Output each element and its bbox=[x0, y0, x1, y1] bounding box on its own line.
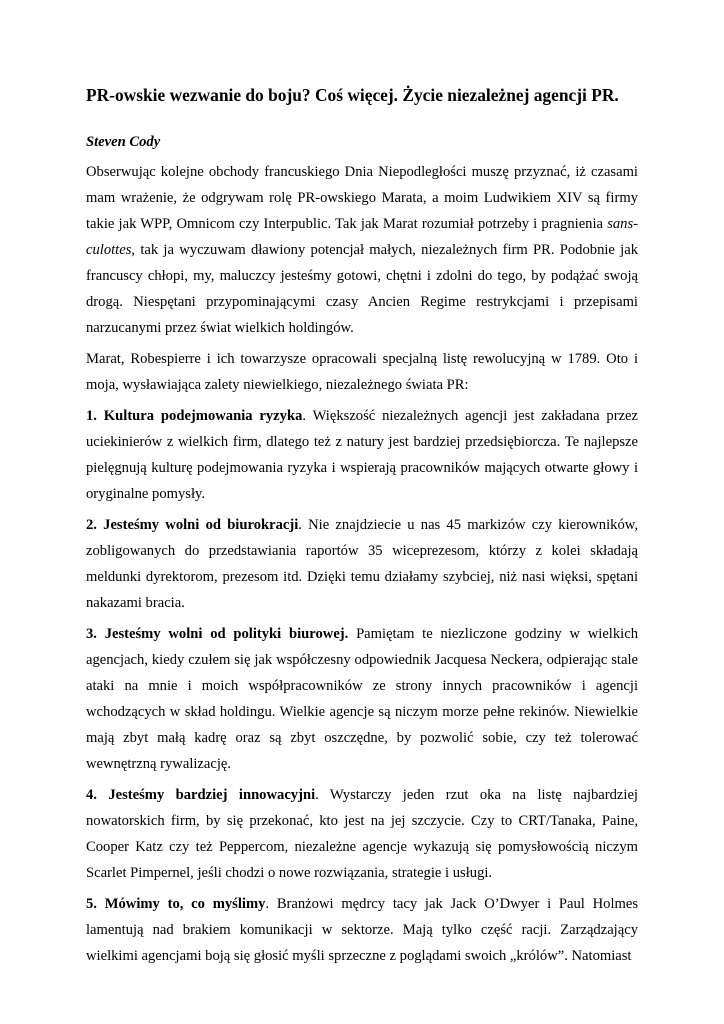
list-item-3 bbox=[86, 621, 638, 777]
list-item-1-heading: 1. Kultura podejmowania ryzyka bbox=[86, 408, 303, 424]
intro-italic-term: sans-culottes bbox=[86, 216, 638, 258]
article-title: PR-owskie wezwanie do boju? Coś więcej. Życie niezależnej agencji PR. bbox=[86, 85, 619, 105]
list-item-4 bbox=[86, 782, 638, 886]
intro-paragraph-2: Marat, Robespierre i ich towarzysze opracowali specjalną listę rewolucyjną w 1789. Oto i moja, wysławiająca zalety niewielkiego, niezależnego świata PR: bbox=[86, 351, 638, 393]
intro-paragraph-1 bbox=[86, 159, 638, 341]
list-item-5 bbox=[86, 891, 638, 969]
author-name: Steven Cody bbox=[86, 134, 161, 150]
list-item-2-heading: 2. Jesteśmy wolni od biurokracji bbox=[86, 517, 299, 533]
list-item-4-body: . Wystarczy jeden rzut oka na listę najbardziej nowatorskich firm, by się przekonać, kto jest na jej szczycie. Czy to CRT/Tanaka, Paine, Cooper Katz czy też Peppercom, niezależne agencje wykazują się pomysłowością niczym Scarlet Pimpernel, jeśli chodzi o nowe rozwiązania, strategie i usługi. bbox=[86, 787, 638, 881]
list-item-2-body: . Nie znajdziecie u nas 45 markizów czy kierowników, zobligowanych do przedstawiania raportów 35 wiceprezesom, którzy z kolei składają meldunki dyrektorom, prezesom itd. Dzięki temu działamy szybciej, niż nasi więksi, spętani nakazami bracia. bbox=[86, 517, 638, 611]
intro-text-part1: Obserwując kolejne obchody francuskiego Dnia Niepodległości muszę przyznać, iż czasami mam wrażenie, że odgrywam rolę PR-owskiego Marata, a moim Ludwikiem XIV są firmy takie jak WPP, Omnicom czy Interpublic. Tak jak Marat rozumiał potrzeby i pragnienia bbox=[86, 164, 638, 232]
list-item-4-heading: 4. Jesteśmy bardziej innowacyjni bbox=[86, 787, 316, 803]
list-item-1 bbox=[86, 403, 638, 507]
list-item-1-body: . Większość niezależnych agencji jest zakładana przez uciekinierów z wielkich firm, dlatego też z natury jest bardziej przedsiębiorcza. Te najlepsze pielęgnują kulturę podejmowania ryzyka i wspierają pracowników mających otwarte głowy i oryginalne pomysły. bbox=[86, 408, 639, 502]
list-item-3-heading: 3. Jesteśmy wolni od polityki biurowej. bbox=[86, 626, 349, 642]
intro-text-part2: , tak ja wyczuwam dławiony potencjał małych, niezależnych firm PR. Podobnie jak francuscy chłopi, my, maluczcy jesteśmy gotowi, chętni i zdolni do tego, by podążać swoją drogą. Niespętani przypominającymi czasy Ancien Regime restrykcjami i przepisami narzucanymi przez świat wielkich holdingów. bbox=[86, 242, 638, 336]
list-item-5-heading: 5. Mówimy to, co myślimy bbox=[86, 896, 266, 912]
list-item-3-body: Pamiętam te niezliczone godziny w wielkich agencjach, kiedy czułem się jak współczesny odpowiednik Jacquesa Neckera, odpierając stale ataki na mnie i moich współpracowników ze strony innych pracowników i agencji wchodzących w skład holdingu. Wielkie agencje są niczym morze pełne rekinów. Niewielkie mają zbyt małą kadrę oraz są zbyt oszczędne, by pozwolić sobie, czy też tolerować wewnętrzną rywalizację. bbox=[86, 626, 638, 772]
list-item-2 bbox=[86, 512, 638, 616]
list-item-5-body: . Branżowi mędrcy tacy jak Jack O’Dwyer i Paul Holmes lamentują nad brakiem komunikacji w sektorze. Mają tylko część racji. Zarządzający wielkimi agencjami boją się głosić myśli sprzeczne z poglądami swoich „królów”. Natomiast bbox=[86, 896, 639, 964]
